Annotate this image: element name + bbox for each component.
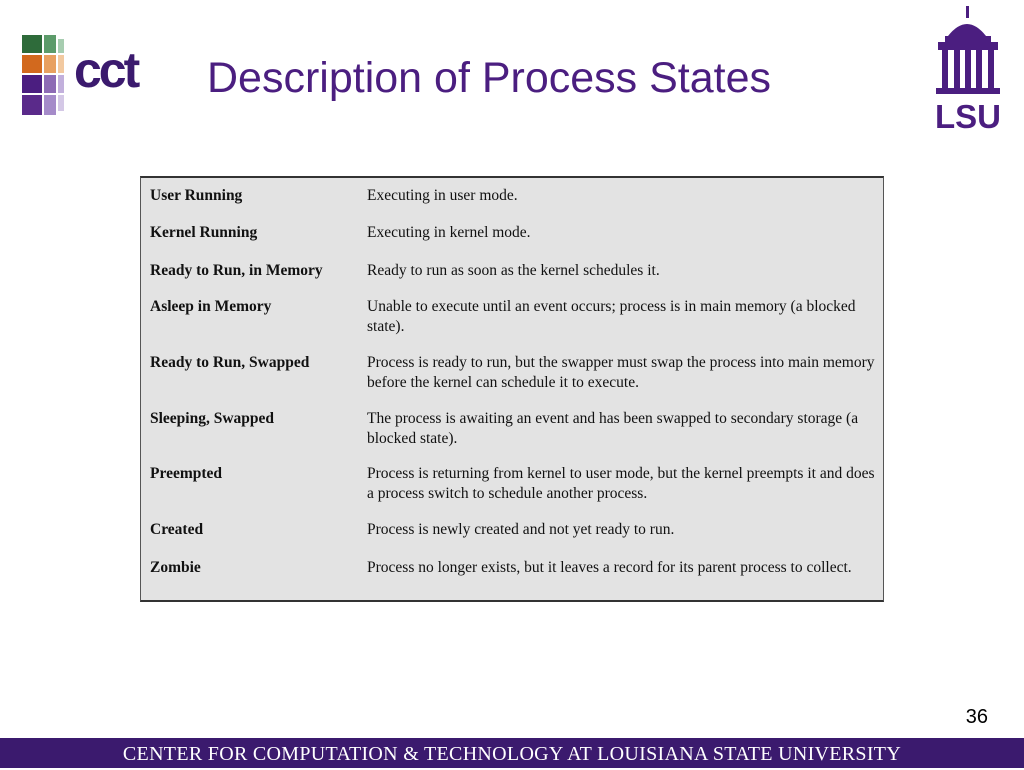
process-states-table (140, 176, 884, 602)
state-description: Process is ready to run, but the swapper must swap the process into main memory before the kernel can schedule it to execute. (367, 354, 875, 391)
state-description: The process is awaiting an event and has been swapped to secondary storage (a blocked state). (367, 410, 859, 447)
cct-logo-text: cct (74, 42, 138, 98)
state-name: Ready to Run, Swapped (150, 354, 310, 371)
state-description: Process is newly created and not yet ready to run. (367, 521, 675, 538)
lsu-logo (926, 6, 1010, 134)
state-name: User Running (150, 187, 243, 204)
state-description: Executing in user mode. (367, 187, 518, 204)
state-description: Ready to run as soon as the kernel schedules it. (367, 262, 660, 279)
state-name: Preempted (150, 465, 223, 482)
footer-banner: CENTER FOR COMPUTATION & TECHNOLOGY AT LOUISIANA STATE UNIVERSITY (0, 738, 1024, 768)
state-description: Process is returning from kernel to user mode, but the kernel preempts it and does a process switch to schedule another process. (367, 465, 875, 502)
state-name: Created (150, 521, 204, 538)
slide-title: Description of Process States (207, 54, 772, 102)
cct-logo (22, 35, 182, 117)
state-name: Sleeping, Swapped (150, 410, 275, 427)
state-description: Unable to execute until an event occurs; process is in main memory (a blocked state). (367, 298, 856, 335)
page-number: 36 (965, 706, 988, 728)
state-description: Process no longer exists, but it leaves a record for its parent process to collect. (367, 559, 852, 576)
state-name: Asleep in Memory (150, 298, 272, 315)
state-name: Ready to Run, in Memory (150, 262, 323, 279)
state-name: Kernel Running (150, 224, 258, 241)
state-name: Zombie (150, 559, 201, 576)
state-description: Executing in kernel mode. (367, 224, 531, 241)
lsu-logo-text: LSU (935, 98, 1001, 134)
